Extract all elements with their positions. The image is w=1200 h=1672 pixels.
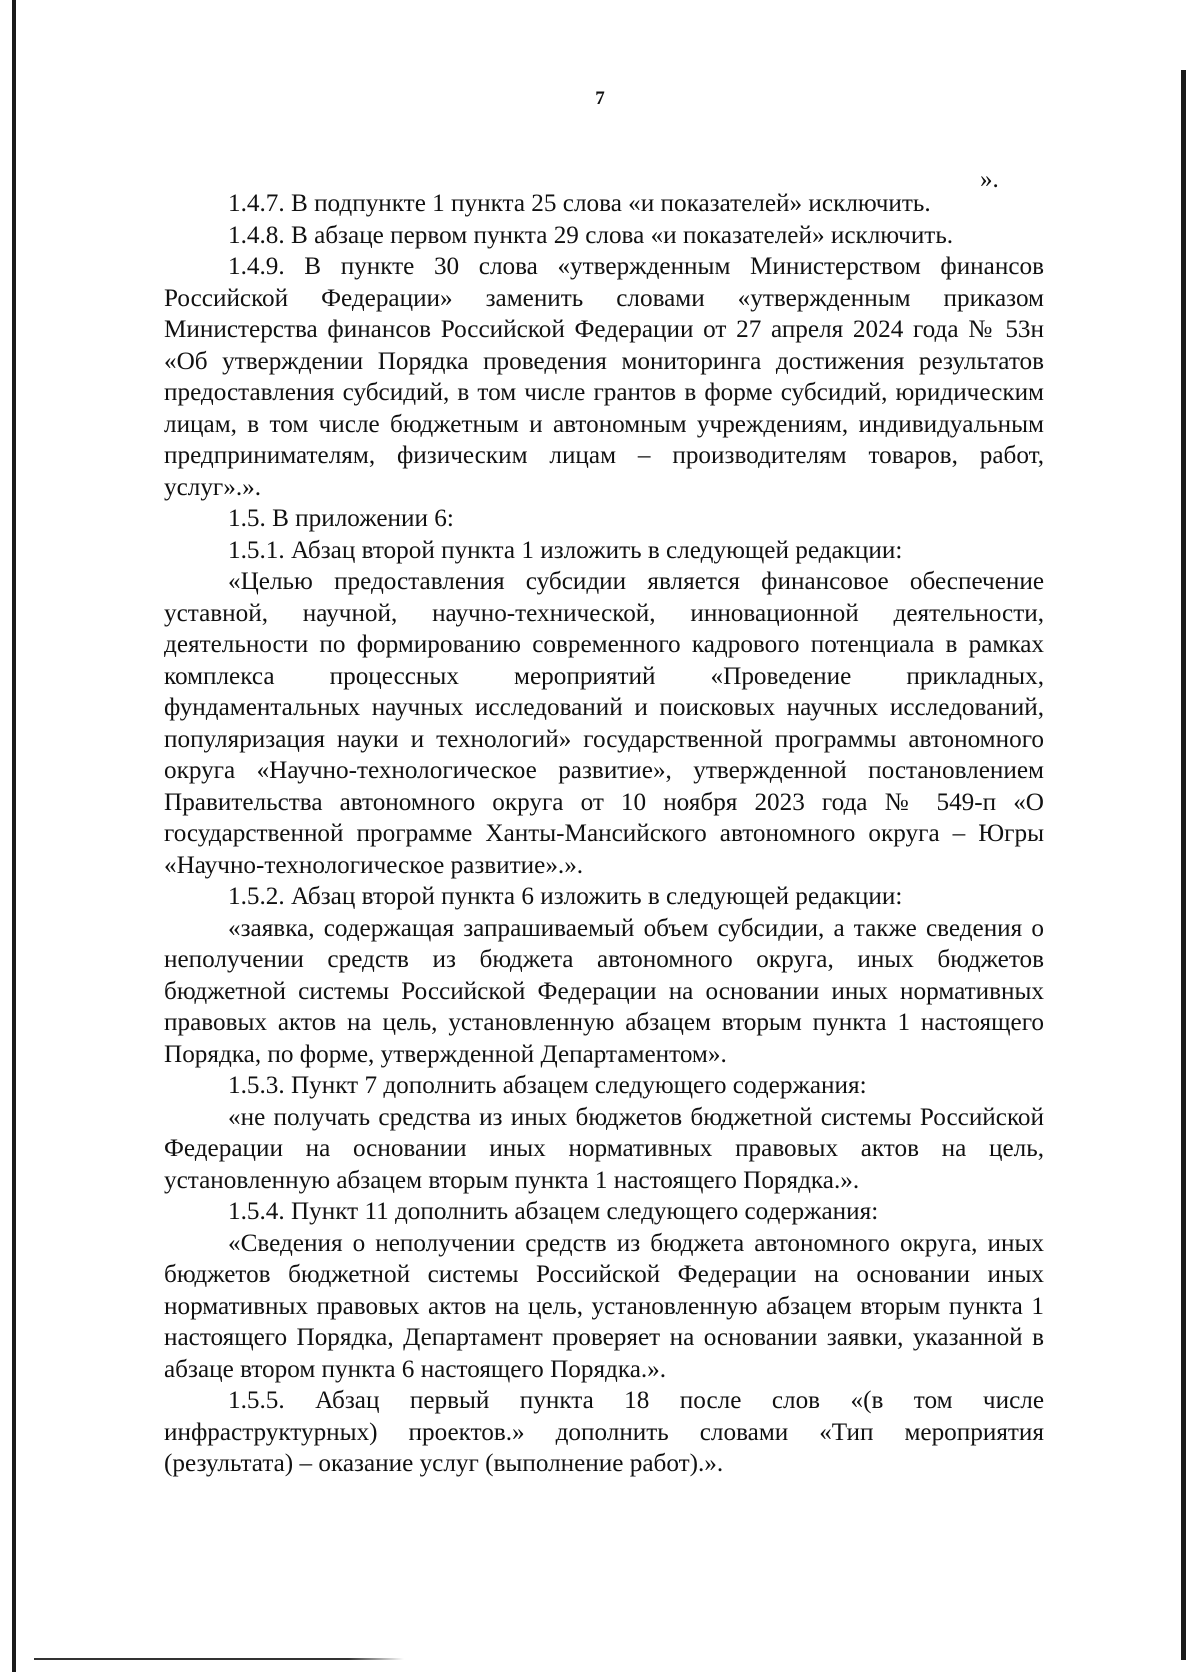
scan-border-left bbox=[12, 0, 16, 1672]
paragraph-1-4-8: 1.4.8. В абзаце первом пункта 29 слова «и показателей» исключить. bbox=[228, 221, 954, 249]
paragraph-quote-1-5-4: «Сведения о неполучении средств из бюджета автономного округа, иных бюджетов бюджетной системы Российской Федерации на основании иных нормативных правовых актов на цель, установленную абзацем вторым пункта 1 настоящего Порядка, Департамент проверяет на основании заявки, указанной в абзаце втором пункта 6 настоящего Порядка.». bbox=[164, 1229, 1044, 1383]
paragraph-1-5: 1.5. В приложении 6: bbox=[228, 505, 454, 532]
paragraph-1-5-1: 1.5.1. Абзац второй пункта 1 изложить в следующей редакции: bbox=[228, 536, 903, 564]
paragraph-quote-1-5-1: «Целью предоставления субсидии является финансовое обеспечение уставной, научной, научно-технической, инновационной деятельности, деятельности по формированию современного кадрового потенциала в рамках комплекса процессных мероприятий «Проведение прикладных, фундаментальных научных исследований и поисковых научных исследований, популяризация науки и технологий» государственной программы автономного округа «Научно-технологическое развитие», утвержденной постановлением Правительства автономного округа от 10 ноября 2023 года № 549-п «О государственной программе Ханты-Мансийского автономного округа – Югры «Научно-технологическое развитие».». bbox=[164, 568, 1044, 879]
paragraph-1-5-5: 1.5.5. Абзац первый пункта 18 после слов «(в том числе инфраструктурных) проектов.» дополнить словами «Тип мероприятия (результата) – оказание услуг (выполнение работ).». bbox=[164, 1387, 1044, 1477]
paragraph-1-5-2: 1.5.2. Абзац второй пункта 6 изложить в следующей редакции: bbox=[228, 883, 903, 910]
page-number: 7 bbox=[595, 88, 605, 109]
scan-border-bottom bbox=[34, 1658, 404, 1660]
closing-quote: ». bbox=[980, 166, 999, 193]
paragraph-1-5-3: 1.5.3. Пункт 7 дополнить абзацем следующего содержания: bbox=[228, 1072, 867, 1099]
paragraph-quote-1-5-3: «не получать средства из иных бюджетов бюджетной системы Российской Федерации на основании иных нормативных правовых актов на цель, установленную абзацем вторым пункта 1 настоящего Порядка.». bbox=[164, 1103, 1044, 1194]
paragraph-1-4-9: 1.4.9. В пункте 30 слова «утвержденным Министерством финансов Российской Федерации» заменить словами «утвержденным приказом Министерства финансов Российской Федерации от 27 апреля 2024 года № 53н «Об утверждении Порядка проведения мониторинга достижения результатов предоставления субсидий, в том числе грантов в форме субсидий, юридическим лицам, в том числе бюджетным и автономным учреждениям, индивидуальным предпринимателям, физическим лицам – производителям товаров, работ, услуг».». bbox=[164, 253, 1044, 501]
paragraph-quote-1-5-2: «заявка, содержащая запрашиваемый объем субсидии, а также сведения о неполучении средств из бюджета автономного округа, иных бюджетов бюджетной системы Российской Федерации на основании иных нормативных правовых актов на цель, установленную абзацем вторым пункта 1 настоящего Порядка, по форме, утвержденной Департаментом». bbox=[164, 914, 1044, 1068]
paragraph-1-5-4: 1.5.4. Пункт 11 дополнить абзацем следующего содержания: bbox=[228, 1198, 879, 1225]
scan-border-right bbox=[1181, 70, 1186, 1660]
document-body bbox=[164, 188, 1044, 1480]
paragraph-1-4-7: 1.4.7. В подпункте 1 пункта 25 слова «и показателей» исключить. bbox=[228, 190, 931, 217]
